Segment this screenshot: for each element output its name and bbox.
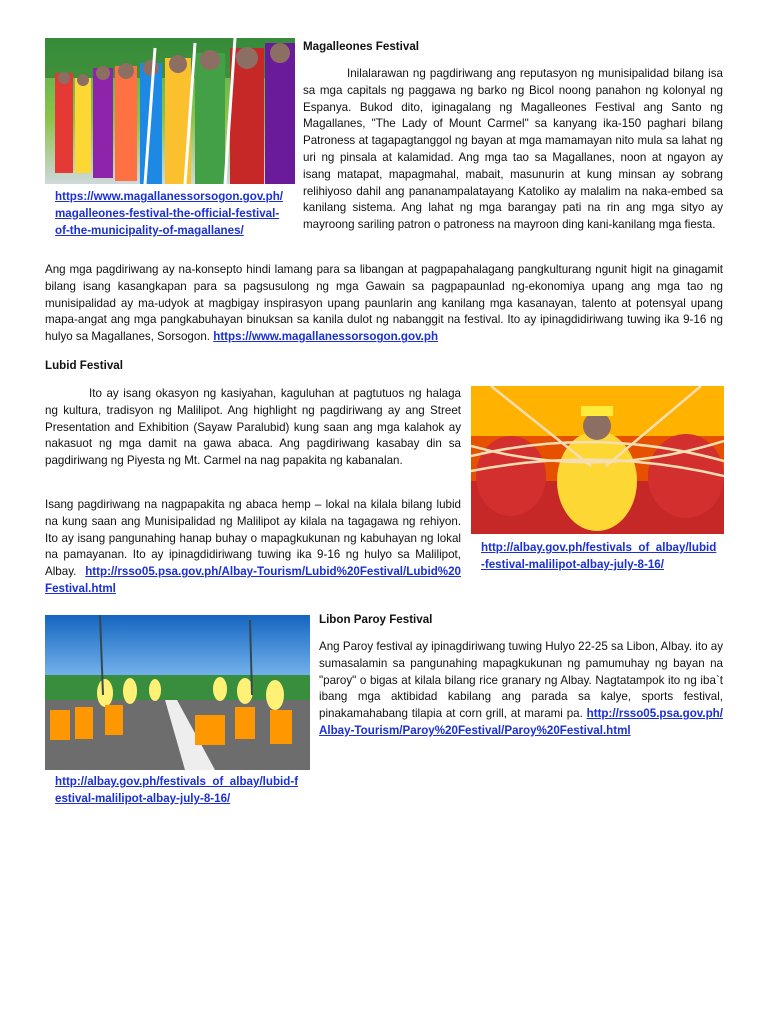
- magalleones-caption-link[interactable]: https://www.magallanessorsogon.gov.ph/magalleones-festival-the-official-festival-of-the-municipality-of-magallanes/: [55, 190, 284, 237]
- libon-paragraph-1: [319, 639, 723, 740]
- magalleones-photo-caption[interactable]: [55, 189, 285, 239]
- lubid-photo-caption[interactable]: [481, 540, 719, 574]
- magalleones-paragraph-2-text: Ang mga pagdiriwang ay na-konsepto hindi lamang para sa libangan at pagpapahalagang pangkulturang ngunit higit na ginagamit bilang isang kasangkapan para sa pagsusulong ng mga Gawain sa pagpapaunlad ng-ekonomiya upang ang mga tao ng munisipalidad ay ma-udyok at magbigay inspirasyon upang paunlarin ang kanilang mga kasanayan, talento at potensyal upang mapa-angat ang mga pangkabuhayan binuksan sa kanila dulot ng nabanggit na festival. Ito ay ipinagdidiriwang tuwing ika 9-16 ng hulyo sa Magallanes, Sorsogon.: [45, 263, 723, 344]
- lubid-paragraph-2: [45, 497, 461, 598]
- magalleones-festival-photo: [45, 38, 295, 184]
- libon-photo-caption[interactable]: [55, 774, 303, 808]
- lubid-rsso-link[interactable]: http://rsso05.psa.gov.ph/Albay-Tourism/Lubid%20Festival/Lubid%20Festival.html: [45, 565, 461, 595]
- lubid-paragraph-2-text: Isang pagdiriwang na nagpapakita ng abaca hemp – lokal na kilala bilang lubid na kung saan ang Munisipalidad ng Malilipot ay kilala na tagagawa ng rehiyon. Ito ay isang pangunahing hanap buhay o mapagkukunan ng kabuhayan ng lokal na pamayanan. Ito ay ipinagdidiriwang tuwing ika 9-16 ng hulyo sa Malilipot, Albay.: [45, 498, 461, 579]
- magalleones-paragraph-1: [303, 66, 723, 234]
- libon-caption-link[interactable]: http://albay.gov.ph/festivals_of_albay/lubid-festival-malilipot-albay-july-8-16/: [55, 775, 299, 805]
- lubid-caption-link[interactable]: http://albay.gov.ph/festivals_of_albay/lubid-festival-malilipot-albay-july-8-16/: [481, 541, 717, 571]
- lubid-paragraph-1: [45, 386, 461, 470]
- magallanes-site-link[interactable]: https://www.magallanessorsogon.gov.ph: [213, 330, 439, 344]
- libon-paragraph-1-text: Ang Paroy festival ay ipinagdiriwang tuwing Hulyo 22-25 sa Libon, Albay. ito ay sumasalamin sa pangunahing mapagkukunan ng pamumuhay ng bayan na "paroy" o bigas at kilala bilang rice granary ng Albay. Nagtatampok ito ng iba`t ibang mga aktibidad kabilang ang parada sa kalye, sports festival, pinakamahabang tilapia at corn grill, at marami pa.: [319, 640, 723, 721]
- magalleones-paragraph-2: [45, 262, 723, 346]
- magalleones-title: Magalleones Festival: [303, 40, 419, 53]
- lubid-festival-photo: [471, 386, 724, 534]
- libon-paroy-photo: [45, 615, 310, 770]
- lubid-title: Lubid Festival: [45, 359, 123, 372]
- magalleones-paragraph-1-text: Inilalarawan ng pagdiriwang ang reputasyon ng munisipalidad bilang isa sa mga capitals ng paggawa ng barko ng Bicol noong panahon ng kolonyal ng Espanya. Bukod dito, iginagalang ng Magalleones Festival ang Santo ng Magallanes, "The Lady of Mount Carmel" sa kanyang ika-150 paghari bilang Patroness at tagapagtanggol ng bayan at mga mamamayan nito mula sa lahat ng uri ng pinsala at kalamidad. Ang mga tao sa Magallanes, noon at ngayon ay isang matapat, mapagmahal, mabait, masunurin at kung minsan ay sobrang relihiyoso dahil ang pananampalatayang Katoliko ay malalim na naka-embed sa kanilang sistema. Ang lahat ng mga barangay pati na rin ang mga sityo ay mayroong sariling patron o patroness na mayroon ding kani-kanilang mga fiesta.: [303, 67, 723, 232]
- libon-rsso-link[interactable]: http://rsso05.psa.gov.ph/Albay-Tourism/Paroy%20Festival/Paroy%20Festival.html: [319, 707, 723, 737]
- lubid-paragraph-1-text: Ito ay isang okasyon ng kasiyahan, kaguluhan at pagtutuos ng halaga ng kultura, tradisyon ng Malilipot. Ang highlight ng pagdiriwang ay ang Street Presentation and Exhibition (Sayaw Paralubid) kung saan ang mga kalahok ay nakasuot ng mga damit na gawa abaca. Ang pagdiriwang kasabay din sa pagdiriwang ng Piyesta ng Mt. Carmel na nag papakita ng kabanalan.: [45, 387, 461, 468]
- libon-title: Libon Paroy Festival: [319, 613, 433, 626]
